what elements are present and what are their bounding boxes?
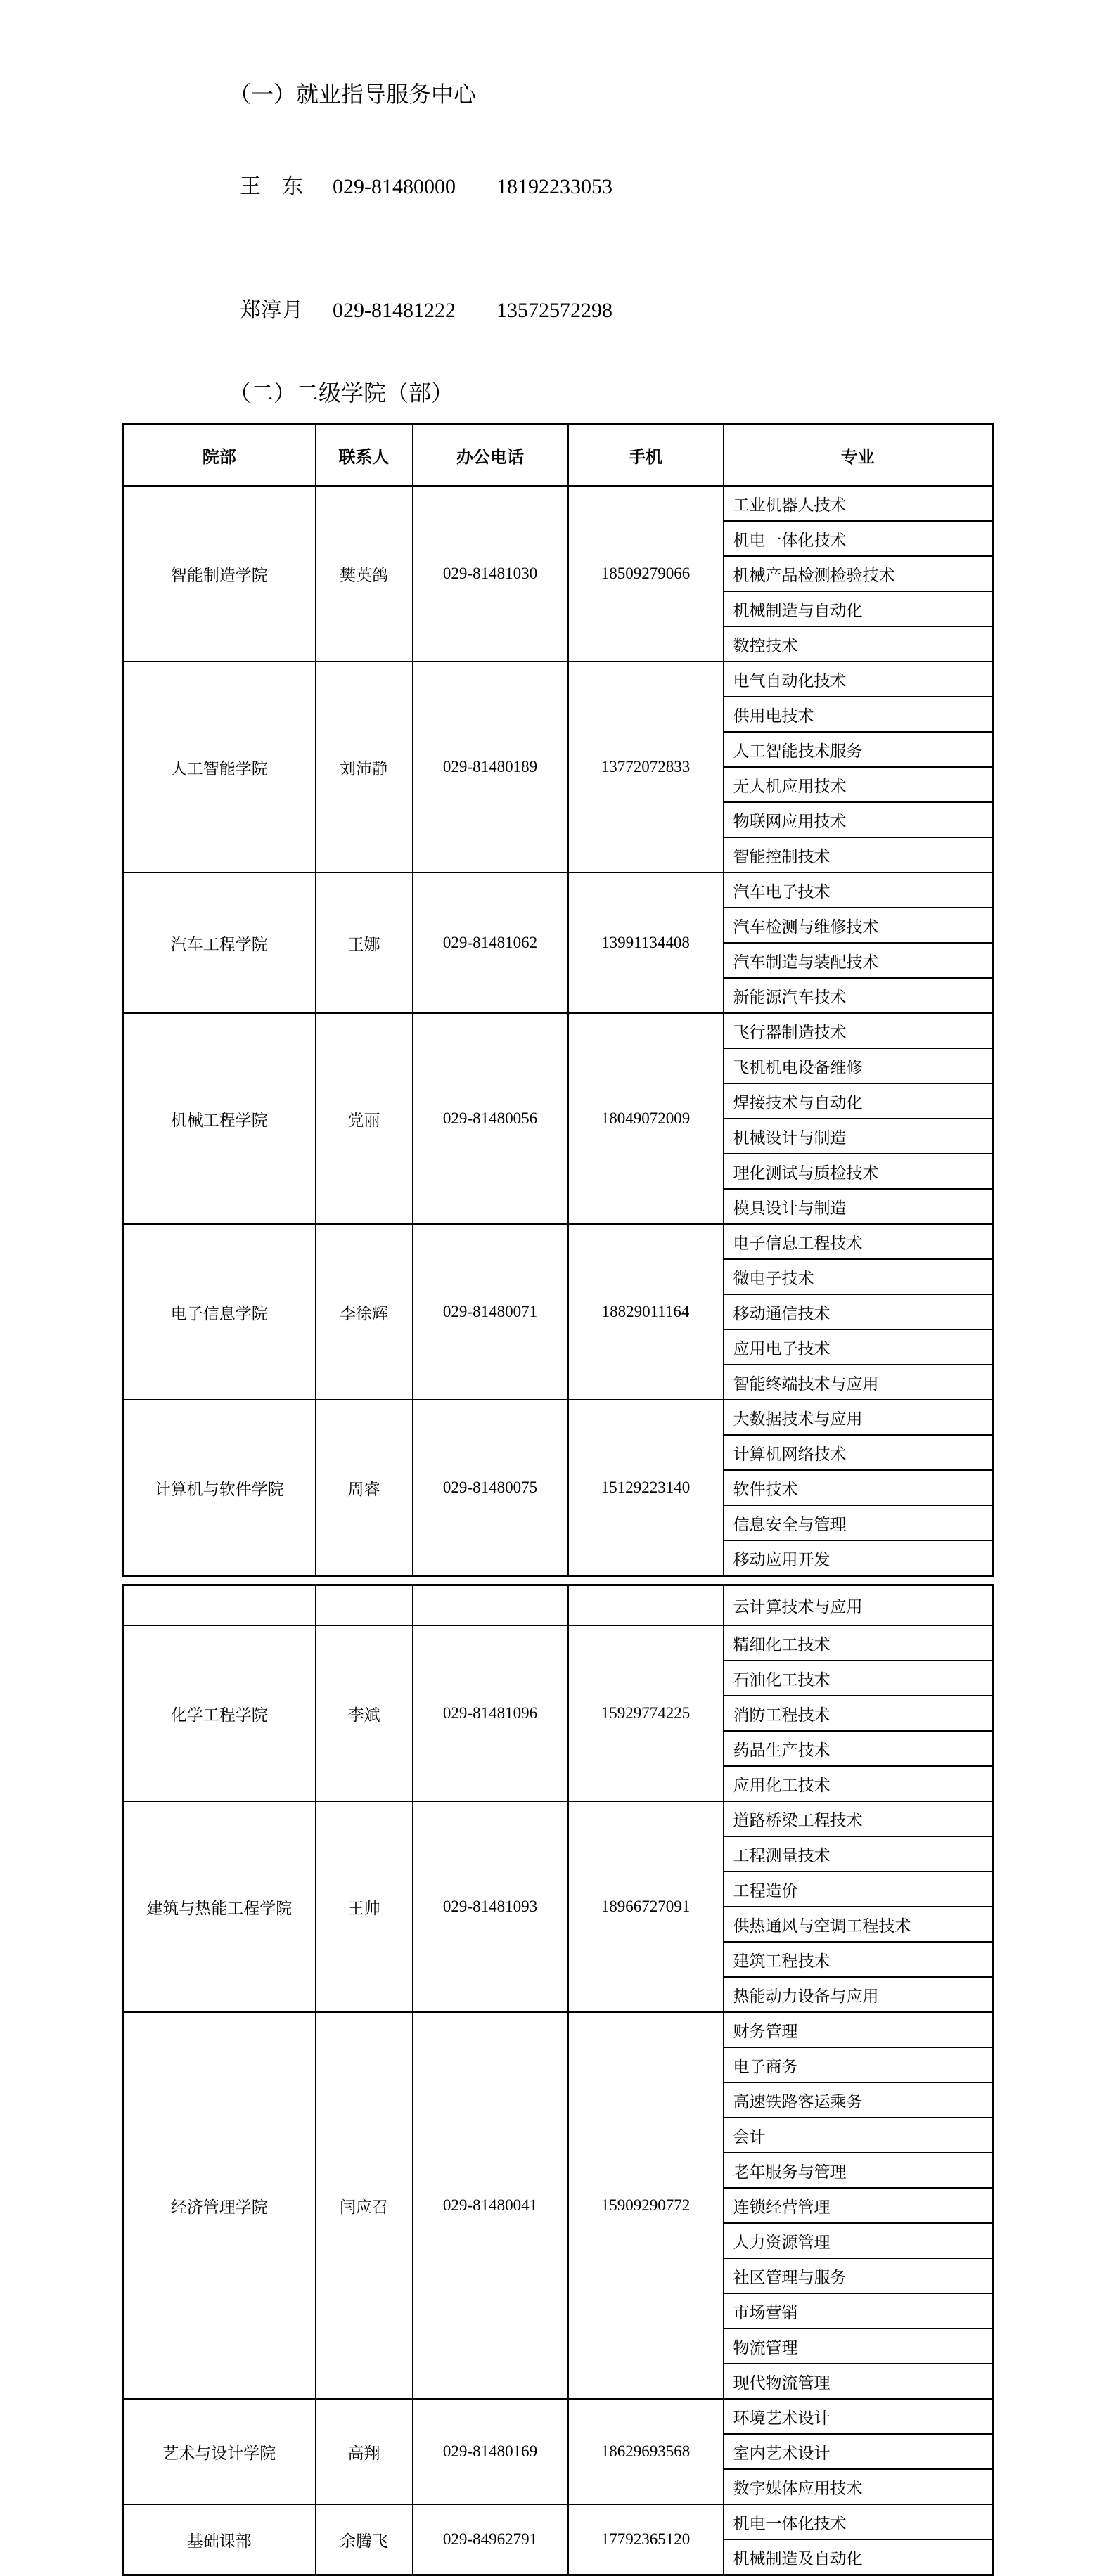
table-row [123,1400,993,1435]
major-cell: 应用化工技术 [724,1766,993,1801]
contact-cell: 高翔 [316,2399,413,2504]
dept-cell: 汽车工程学院 [123,872,316,1013]
column-header: 专业 [724,424,993,487]
major-cell: 移动通信技术 [724,1294,993,1329]
contact-cell: 余腾飞 [316,2504,413,2575]
column-header: 院部 [123,424,316,487]
major-cell: 汽车电子技术 [724,872,993,908]
major-cell: 电子商务 [724,2047,993,2082]
table-header [123,424,993,487]
contact-office-phone: 029-81481222 [333,299,456,322]
major-cell: 机械设计与制造 [724,1119,993,1154]
column-header: 办公电话 [413,424,568,487]
contact-cell: 刘沛静 [316,662,413,872]
column-header: 联系人 [316,424,413,487]
table-row [123,486,993,521]
major-cell: 数字媒体应用技术 [724,2469,993,2504]
dept-cell: 建筑与热能工程学院 [123,1801,316,2012]
office-cell: 029-81480071 [413,1224,568,1400]
contact-cell: 党丽 [316,1013,413,1224]
major-cell: 市场营销 [724,2293,993,2329]
mobile-cell: 15909290772 [568,2012,724,2399]
table-row [123,1585,993,1626]
office-cell: 029-81480056 [413,1013,568,1224]
departments-table-page-1 [122,423,994,1577]
mobile-cell: 18966727091 [568,1801,724,2012]
major-cell: 无人机应用技术 [724,767,993,802]
major-cell: 人力资源管理 [724,2223,993,2258]
table-body [123,486,993,1576]
contact-cell: 王帅 [316,1801,413,2012]
mobile-cell: 15929774225 [568,1625,724,1801]
major-cell: 大数据技术与应用 [724,1400,993,1435]
major-cell: 机电一体化技术 [724,2504,993,2539]
dept-cell: 基础课部 [123,2504,316,2575]
major-cell: 汽车检测与维修技术 [724,908,993,943]
major-cell: 新能源汽车技术 [724,978,993,1013]
major-cell: 工程测量技术 [724,1836,993,1872]
major-cell: 机械产品检测检验技术 [724,556,993,591]
section-heading-secondary-colleges: （二）二级学院（部） [229,380,454,406]
column-header: 手机 [568,424,724,487]
mobile-cell: 15129223140 [568,1400,724,1576]
major-cell: 财务管理 [724,2012,993,2047]
major-cell: 工程造价 [724,1872,993,1907]
dept-cell: 计算机与软件学院 [123,1400,316,1576]
table-row [123,1013,993,1048]
dept-cell: 人工智能学院 [123,662,316,872]
major-cell: 精细化工技术 [724,1625,993,1661]
major-cell: 室内艺术设计 [724,2434,993,2469]
major-cell: 工业机器人技术 [724,486,993,521]
header-row [123,424,993,487]
contact-line [219,141,992,233]
major-cell: 智能控制技术 [724,837,993,872]
table-row [123,2504,993,2539]
contact-cell: 王娜 [316,872,413,1013]
contact-mobile-phone: 18192233053 [496,175,612,198]
major-cell: 应用电子技术 [724,1329,993,1365]
major-cell: 石油化工技术 [724,1661,993,1696]
departments-table-page-2 [122,1584,994,2576]
major-cell: 机械制造与自动化 [724,591,993,626]
dept-cell: 电子信息学院 [123,1224,316,1400]
major-cell: 焊接技术与自动化 [724,1083,993,1119]
dept-cell: 机械工程学院 [123,1013,316,1224]
major-cell: 智能终端技术与应用 [724,1365,993,1400]
major-cell: 物流管理 [724,2329,993,2364]
contact-mobile-phone: 13572572298 [496,299,612,322]
major-cell: 微电子技术 [724,1259,993,1294]
mobile-cell: 13772072833 [568,662,724,872]
major-cell: 连锁经营管理 [724,2188,993,2223]
major-cell: 药品生产技术 [724,1731,993,1766]
office-cell: 029-81481062 [413,872,568,1013]
contact-line [219,264,992,357]
table-row [123,2399,993,2434]
dept-cell: 化学工程学院 [123,1625,316,1801]
major-cell: 物联网应用技术 [724,802,993,837]
mobile-cell: 18049072009 [568,1013,724,1224]
contact-cell: 李徐辉 [316,1224,413,1400]
major-cell: 计算机网络技术 [724,1435,993,1470]
major-cell: 现代物流管理 [724,2364,993,2399]
mobile-cell: 18829011164 [568,1224,724,1400]
major-cell: 汽车制造与装配技术 [724,943,993,978]
contact-cell: 李斌 [316,1625,413,1801]
major-cell: 软件技术 [724,1470,993,1505]
contact-office-phone: 029-81480000 [333,175,456,198]
major-cell: 飞行器制造技术 [724,1013,993,1048]
dept-cell: 艺术与设计学院 [123,2399,316,2504]
contact-name: 郑淳月 [240,299,303,322]
major-cell: 机械制造及自动化 [724,2539,993,2575]
major-cell: 飞机机电设备维修 [724,1048,993,1083]
table-row [123,1224,993,1259]
office-cell: 029-81481096 [413,1625,568,1801]
table-row [123,662,993,697]
major-cell: 老年服务与管理 [724,2153,993,2188]
dept-cell: 智能制造学院 [123,486,316,662]
office-cell: 029-81480169 [413,2399,568,2504]
table-row [123,872,993,908]
mobile-cell: 18629693568 [568,2399,724,2504]
major-cell: 供热通风与空调工程技术 [724,1907,993,1942]
table-row [123,1625,993,1661]
dept-cell: 经济管理学院 [123,2012,316,2399]
document-page [122,0,992,2576]
major-cell: 会计 [724,2118,993,2153]
major-cell: 模具设计与制造 [724,1189,993,1224]
major-cell: 数控技术 [724,626,993,662]
mobile-cell: 13991134408 [568,872,724,1013]
major-cell: 信息安全与管理 [724,1505,993,1540]
major-cell: 社区管理与服务 [724,2258,993,2293]
mobile-cell [568,1585,724,1626]
table-body [123,1585,993,2575]
contact-cell [316,1585,413,1626]
major-cell: 热能动力设备与应用 [724,1977,993,2012]
office-cell: 029-81481030 [413,486,568,662]
major-cell: 电子信息工程技术 [724,1224,993,1259]
major-cell: 云计算技术与应用 [724,1585,993,1626]
contact-cell: 闫应召 [316,2012,413,2399]
mobile-cell: 17792365120 [568,2504,724,2575]
table-row [123,1801,993,1836]
table-row [123,2012,993,2047]
office-cell: 029-81480041 [413,2012,568,2399]
contact-cell: 樊英鸽 [316,486,413,662]
office-cell: 029-81480075 [413,1400,568,1576]
contact-cell: 周睿 [316,1400,413,1576]
major-cell: 移动应用开发 [724,1540,993,1576]
major-cell: 道路桥梁工程技术 [724,1801,993,1836]
office-cell: 029-81481093 [413,1801,568,2012]
office-cell: 029-81480189 [413,662,568,872]
major-cell: 供用电技术 [724,697,993,732]
major-cell: 环境艺术设计 [724,2399,993,2434]
mobile-cell: 18509279066 [568,486,724,662]
office-cell: 029-84962791 [413,2504,568,2575]
office-cell [413,1585,568,1626]
major-cell: 电气自动化技术 [724,662,993,697]
major-cell: 高速铁路客运乘务 [724,2082,993,2118]
major-cell: 理化测试与质检技术 [724,1154,993,1189]
section-heading-employment-center: （一）就业指导服务中心 [229,82,477,107]
major-cell: 消防工程技术 [724,1696,993,1731]
dept-cell [123,1585,316,1626]
contact-name: 王 东 [240,175,303,198]
major-cell: 人工智能技术服务 [724,732,993,767]
major-cell: 建筑工程技术 [724,1942,993,1977]
major-cell: 机电一体化技术 [724,521,993,556]
